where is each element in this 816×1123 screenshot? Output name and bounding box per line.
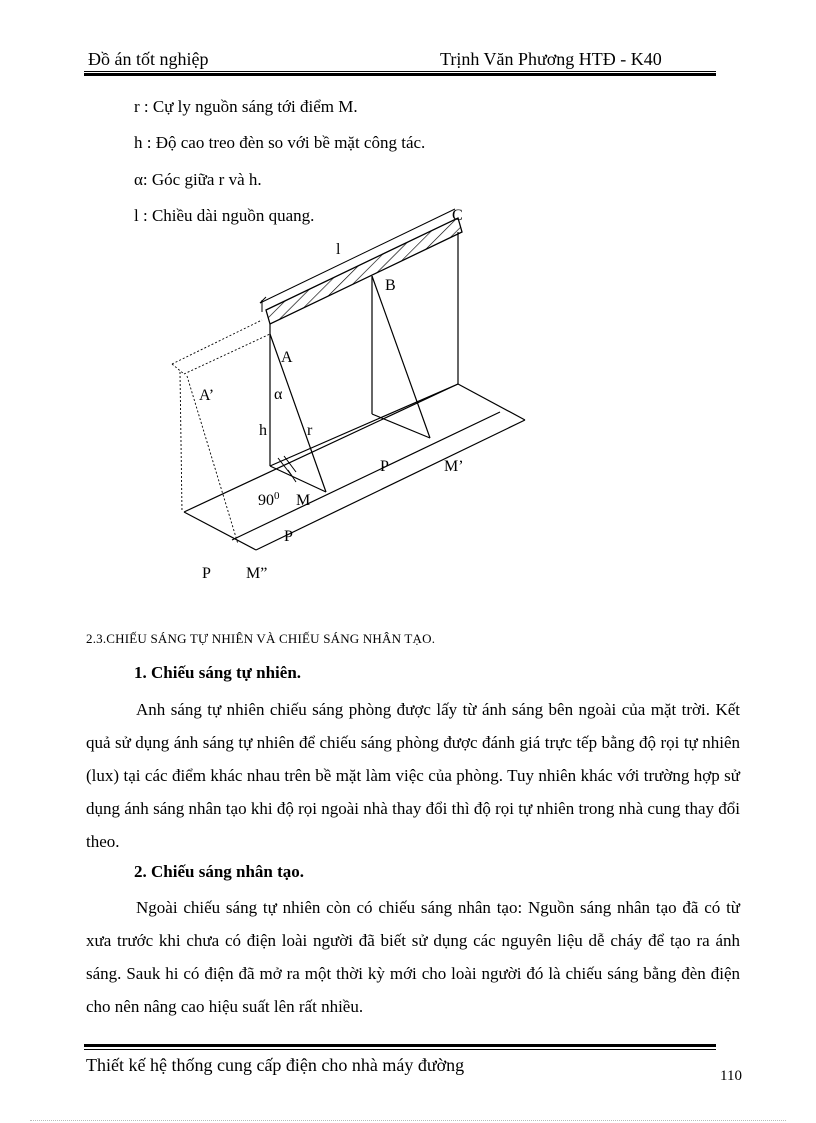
subsection-heading-artificial-lighting: 2. Chiếu sáng nhân tạo. bbox=[134, 862, 305, 881]
page-number: 110 bbox=[720, 1068, 742, 1084]
label-P1: P bbox=[380, 458, 389, 475]
right-angle-mark bbox=[278, 456, 296, 482]
definition-h: h : Độ cao treo đèn so với bề mặt công tác. bbox=[134, 133, 426, 152]
footer-rule-thick bbox=[84, 1044, 716, 1047]
label-M: M bbox=[296, 492, 311, 509]
label-l: l bbox=[336, 241, 341, 258]
header-author: Trịnh Văn Phương HTĐ - K40 bbox=[440, 49, 662, 69]
subsection-heading-natural-lighting: 1. Chiếu sáng tự nhiên. bbox=[134, 663, 302, 682]
label-alpha: α bbox=[274, 386, 283, 403]
section-title: 2.3.CHIẾU SÁNG TỰ NHIÊN VÀ CHIẾU SÁNG NHÂN TẠO. bbox=[86, 631, 436, 646]
length-dimension-line bbox=[260, 209, 455, 312]
definition-l: l : Chiều dài nguồn quang. bbox=[134, 206, 315, 225]
light-source-bar bbox=[266, 218, 462, 324]
label-ninety-degrees: $90^0$ bbox=[258, 490, 280, 509]
header-document-type: Đồ án tốt nghiệp bbox=[88, 49, 209, 69]
paragraph-natural-lighting: Anh sáng tự nhiên chiếu sáng phòng được lấy từ ánh sáng bên ngoài của mặt trời. Kết quả sử dụng ánh sáng tự nhiên để chiếu sáng phòng được đánh giá trực tếp bằng độ rọi tự nhiên (lux) tại các điểm khác nhau trên bề mặt làm việc của phòng. Tuy nhiên khác với trường hợp sử dụng ánh sáng nhân tạo khi độ rọi ngoài nhà thay đổi thì độ rọi tự nhiên trong nhà cung thay đổi theo. bbox=[86, 700, 740, 851]
paragraph-artificial-lighting: Ngoài chiếu sáng tự nhiên còn có chiếu sáng nhân tạo: Nguồn sáng nhân tạo đã có từ xưa trước khi chưa có điện loài người đã biết sử dụng các nguyên liệu dễ cháy để tạo ra ánh sáng. Sauk hi có điện đã mở ra một thời kỳ mới cho loài người đó là chiếu sáng bằng đèn điện cho nên nâng cao hiệu suất lên rất nhiều. bbox=[86, 898, 740, 1016]
label-r: r bbox=[307, 422, 313, 439]
label-P2: P bbox=[284, 528, 293, 545]
label-M-double-prime: M” bbox=[246, 565, 268, 582]
definition-alpha: α: Góc giữa r và h. bbox=[134, 170, 262, 189]
definition-r: r : Cự ly nguồn sáng tới điểm M. bbox=[134, 97, 358, 116]
work-plane bbox=[184, 384, 525, 550]
label-A-prime: A’ bbox=[199, 387, 215, 404]
label-B: B bbox=[385, 277, 396, 294]
label-C: C bbox=[452, 207, 463, 224]
label-M-prime: M’ bbox=[444, 458, 464, 475]
label-A: A bbox=[281, 349, 293, 366]
label-P3: P bbox=[202, 565, 211, 582]
footer-title: Thiết kế hệ thống cung cấp điện cho nhà máy đường bbox=[86, 1055, 465, 1075]
label-h: h bbox=[259, 422, 267, 439]
footer-rule-thin bbox=[84, 1049, 716, 1050]
page-bottom-dotted-edge bbox=[30, 1120, 786, 1121]
